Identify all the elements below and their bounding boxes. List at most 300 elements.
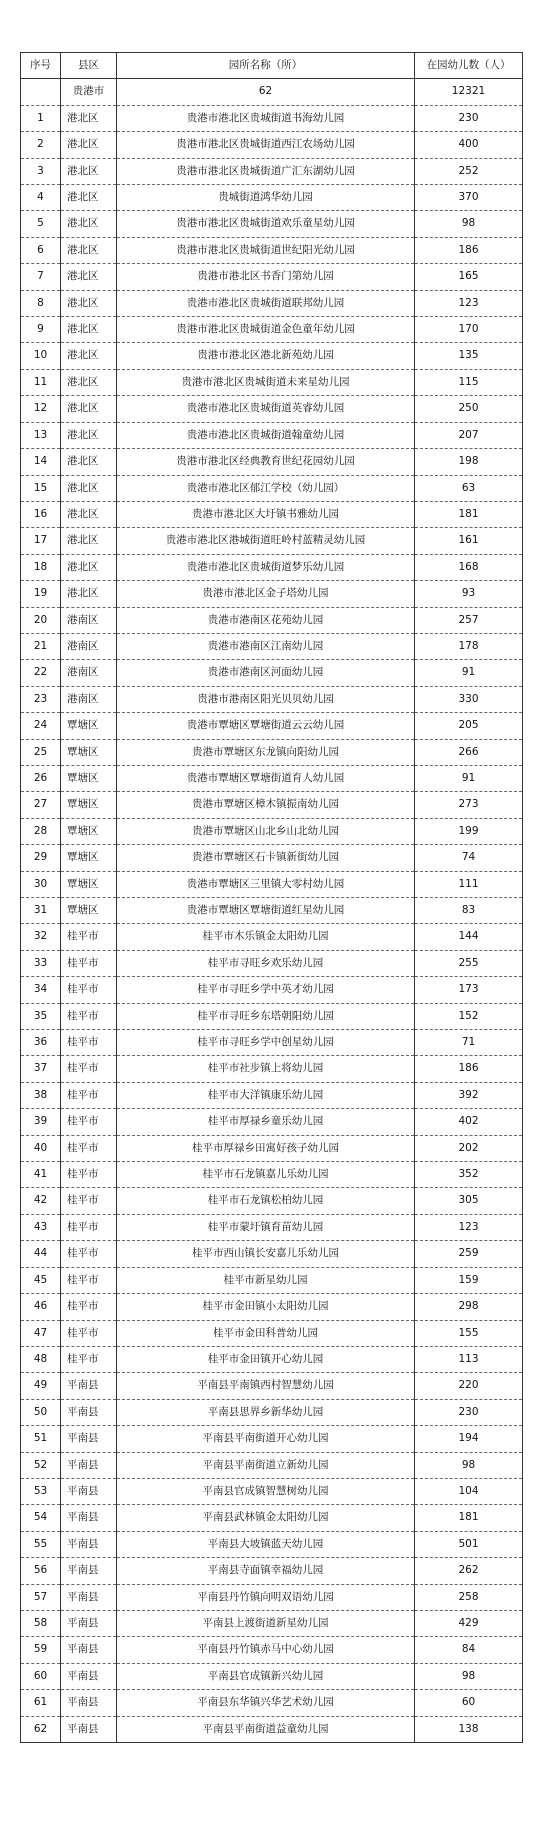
row-no: 55 xyxy=(21,1531,61,1557)
row-count: 199 xyxy=(415,818,523,844)
table-row xyxy=(21,369,523,395)
row-count: 178 xyxy=(415,633,523,659)
row-no: 8 xyxy=(21,290,61,316)
table-row xyxy=(21,211,523,237)
row-name: 贵港市港北区贵城街道英睿幼儿园 xyxy=(117,396,415,422)
row-count: 152 xyxy=(415,1003,523,1029)
row-no: 58 xyxy=(21,1610,61,1636)
row-region: 港北区 xyxy=(61,396,117,422)
table-row xyxy=(21,1558,523,1584)
row-name: 贵港市港北区贵城街道未来星幼儿园 xyxy=(117,369,415,395)
row-name: 桂平市寻旺乡欢乐幼儿园 xyxy=(117,950,415,976)
row-name: 贵港市港北区金子塔幼儿园 xyxy=(117,581,415,607)
row-region: 覃塘区 xyxy=(61,739,117,765)
header-name: 园所名称（所） xyxy=(117,53,415,79)
table-row xyxy=(21,1003,523,1029)
row-name: 桂平市石龙镇嘉儿乐幼儿园 xyxy=(117,1162,415,1188)
row-region: 平南县 xyxy=(61,1584,117,1610)
row-count: 298 xyxy=(415,1294,523,1320)
row-name: 贵港市港北区贵城街道世纪阳光幼儿园 xyxy=(117,237,415,263)
row-region: 桂平市 xyxy=(61,1135,117,1161)
row-count: 84 xyxy=(415,1637,523,1663)
row-name: 平南县武林镇金太阳幼儿园 xyxy=(117,1505,415,1531)
row-count: 250 xyxy=(415,396,523,422)
row-no: 25 xyxy=(21,739,61,765)
row-no: 62 xyxy=(21,1716,61,1742)
table-row xyxy=(21,343,523,369)
table-row xyxy=(21,1610,523,1636)
row-no: 60 xyxy=(21,1663,61,1689)
row-region: 桂平市 xyxy=(61,1241,117,1267)
table-row xyxy=(21,185,523,211)
row-no: 48 xyxy=(21,1346,61,1372)
row-no: 13 xyxy=(21,422,61,448)
table-row xyxy=(21,132,523,158)
row-count: 392 xyxy=(415,1082,523,1108)
row-name: 平南县丹竹镇向明双语幼儿园 xyxy=(117,1584,415,1610)
table-row xyxy=(21,1690,523,1716)
row-region: 港北区 xyxy=(61,105,117,131)
row-count: 207 xyxy=(415,422,523,448)
row-no: 32 xyxy=(21,924,61,950)
row-region: 平南县 xyxy=(61,1452,117,1478)
row-name: 平南县官成镇智慧树幼儿园 xyxy=(117,1478,415,1504)
row-region: 港北区 xyxy=(61,501,117,527)
row-count: 83 xyxy=(415,898,523,924)
table-row xyxy=(21,660,523,686)
row-count: 159 xyxy=(415,1267,523,1293)
table-row xyxy=(21,1505,523,1531)
row-name: 平南县平南街道开心幼儿园 xyxy=(117,1426,415,1452)
table-row xyxy=(21,290,523,316)
row-count: 138 xyxy=(415,1716,523,1742)
row-region: 港南区 xyxy=(61,660,117,686)
row-region: 桂平市 xyxy=(61,1162,117,1188)
row-no: 14 xyxy=(21,449,61,475)
row-no: 49 xyxy=(21,1373,61,1399)
table-row xyxy=(21,1478,523,1504)
row-region: 桂平市 xyxy=(61,1082,117,1108)
row-name: 桂平市金田镇小太阳幼儿园 xyxy=(117,1294,415,1320)
row-name: 贵港市港北区大圩镇书雅幼儿园 xyxy=(117,501,415,527)
row-region: 覃塘区 xyxy=(61,792,117,818)
table-row xyxy=(21,581,523,607)
table-row xyxy=(21,528,523,554)
table-row xyxy=(21,1267,523,1293)
row-count: 91 xyxy=(415,660,523,686)
row-no: 34 xyxy=(21,977,61,1003)
row-count: 104 xyxy=(415,1478,523,1504)
row-no: 43 xyxy=(21,1214,61,1240)
row-no: 35 xyxy=(21,1003,61,1029)
row-no: 11 xyxy=(21,369,61,395)
row-count: 181 xyxy=(415,1505,523,1531)
row-no: 24 xyxy=(21,713,61,739)
row-name: 平南县上渡街道新星幼儿园 xyxy=(117,1610,415,1636)
row-no: 1 xyxy=(21,105,61,131)
table-row xyxy=(21,396,523,422)
row-no: 17 xyxy=(21,528,61,554)
row-region: 桂平市 xyxy=(61,1188,117,1214)
row-name: 桂平市社步镇上将幼儿园 xyxy=(117,1056,415,1082)
row-no: 3 xyxy=(21,158,61,184)
row-region: 港南区 xyxy=(61,633,117,659)
row-count: 259 xyxy=(415,1241,523,1267)
row-count: 205 xyxy=(415,713,523,739)
table-row xyxy=(21,1241,523,1267)
row-no: 51 xyxy=(21,1426,61,1452)
row-region: 平南县 xyxy=(61,1373,117,1399)
row-count: 123 xyxy=(415,290,523,316)
row-name: 桂平市西山镇长安嘉儿乐幼儿园 xyxy=(117,1241,415,1267)
row-region: 港北区 xyxy=(61,554,117,580)
row-region: 港北区 xyxy=(61,369,117,395)
row-no: 53 xyxy=(21,1478,61,1504)
row-name: 贵港市港南区花苑幼儿园 xyxy=(117,607,415,633)
row-name: 贵港市港北区贵城街道梦乐幼儿园 xyxy=(117,554,415,580)
row-name: 贵港市港南区江南幼儿园 xyxy=(117,633,415,659)
row-region: 平南县 xyxy=(61,1558,117,1584)
row-no: 29 xyxy=(21,845,61,871)
row-count: 91 xyxy=(415,765,523,791)
table-row xyxy=(21,554,523,580)
row-name: 贵港市覃塘区三里镇大零村幼儿园 xyxy=(117,871,415,897)
row-region: 桂平市 xyxy=(61,977,117,1003)
row-region: 覃塘区 xyxy=(61,871,117,897)
row-name: 贵港市覃塘区覃塘街道云云幼儿园 xyxy=(117,713,415,739)
table-row xyxy=(21,1426,523,1452)
row-no: 59 xyxy=(21,1637,61,1663)
total-region: 贵港市 xyxy=(61,79,117,105)
row-name: 桂平市木乐镇金太阳幼儿园 xyxy=(117,924,415,950)
row-count: 352 xyxy=(415,1162,523,1188)
row-no: 52 xyxy=(21,1452,61,1478)
row-name: 贵港市港北区贵城街道西江农场幼儿园 xyxy=(117,132,415,158)
row-count: 123 xyxy=(415,1214,523,1240)
row-count: 63 xyxy=(415,475,523,501)
row-no: 23 xyxy=(21,686,61,712)
row-name: 贵港市覃塘区覃塘街道育人幼儿园 xyxy=(117,765,415,791)
table-row xyxy=(21,739,523,765)
row-count: 262 xyxy=(415,1558,523,1584)
table-row xyxy=(21,633,523,659)
row-no: 42 xyxy=(21,1188,61,1214)
table-row xyxy=(21,1188,523,1214)
row-region: 港北区 xyxy=(61,422,117,448)
table-row xyxy=(21,686,523,712)
row-name: 贵港市港南区河面幼儿园 xyxy=(117,660,415,686)
kindergarten-table-container xyxy=(20,52,522,1743)
row-count: 257 xyxy=(415,607,523,633)
row-count: 220 xyxy=(415,1373,523,1399)
row-region: 覃塘区 xyxy=(61,765,117,791)
row-region: 桂平市 xyxy=(61,1056,117,1082)
row-no: 41 xyxy=(21,1162,61,1188)
row-name: 贵港市港北区贵城街道联邦幼儿园 xyxy=(117,290,415,316)
row-no: 5 xyxy=(21,211,61,237)
table-row xyxy=(21,1109,523,1135)
row-count: 198 xyxy=(415,449,523,475)
table-row xyxy=(21,1637,523,1663)
row-no: 15 xyxy=(21,475,61,501)
row-name: 平南县平南镇西村智慧幼儿园 xyxy=(117,1373,415,1399)
row-count: 60 xyxy=(415,1690,523,1716)
table-row xyxy=(21,765,523,791)
row-region: 港北区 xyxy=(61,475,117,501)
row-region: 港北区 xyxy=(61,211,117,237)
row-name: 贵港市港北区书香门第幼儿园 xyxy=(117,264,415,290)
row-no: 10 xyxy=(21,343,61,369)
row-no: 30 xyxy=(21,871,61,897)
row-count: 71 xyxy=(415,1030,523,1056)
row-count: 273 xyxy=(415,792,523,818)
row-name: 贵港市覃塘区樟木镇振南幼儿园 xyxy=(117,792,415,818)
row-count: 305 xyxy=(415,1188,523,1214)
row-region: 平南县 xyxy=(61,1637,117,1663)
row-count: 155 xyxy=(415,1320,523,1346)
row-name: 贵港市港北区港城街道旺岭村蓝精灵幼儿园 xyxy=(117,528,415,554)
row-no: 50 xyxy=(21,1399,61,1425)
row-region: 桂平市 xyxy=(61,1320,117,1346)
row-region: 平南县 xyxy=(61,1610,117,1636)
row-no: 37 xyxy=(21,1056,61,1082)
row-no: 39 xyxy=(21,1109,61,1135)
row-region: 港北区 xyxy=(61,264,117,290)
row-name: 贵港市港北区贵城街道金色童年幼儿园 xyxy=(117,317,415,343)
row-name: 平南县官成镇新兴幼儿园 xyxy=(117,1663,415,1689)
table-row xyxy=(21,1294,523,1320)
row-no: 56 xyxy=(21,1558,61,1584)
table-row xyxy=(21,1531,523,1557)
row-region: 桂平市 xyxy=(61,1346,117,1372)
row-name: 桂平市金田科普幼儿园 xyxy=(117,1320,415,1346)
row-name: 贵港市港北区贵城街道欢乐童星幼儿园 xyxy=(117,211,415,237)
row-no: 2 xyxy=(21,132,61,158)
table-row xyxy=(21,1373,523,1399)
row-no: 20 xyxy=(21,607,61,633)
row-count: 144 xyxy=(415,924,523,950)
row-name: 平南县丹竹镇赤马中心幼儿园 xyxy=(117,1637,415,1663)
row-count: 93 xyxy=(415,581,523,607)
row-region: 覃塘区 xyxy=(61,845,117,871)
row-count: 168 xyxy=(415,554,523,580)
row-count: 113 xyxy=(415,1346,523,1372)
table-row xyxy=(21,317,523,343)
table-row xyxy=(21,1663,523,1689)
row-name: 平南县东华镇兴华艺术幼儿园 xyxy=(117,1690,415,1716)
row-name: 桂平市厚禄乡童乐幼儿园 xyxy=(117,1109,415,1135)
table-row xyxy=(21,237,523,263)
row-name: 桂平市寻旺乡东塔朝阳幼儿园 xyxy=(117,1003,415,1029)
row-count: 230 xyxy=(415,1399,523,1425)
row-region: 平南县 xyxy=(61,1426,117,1452)
row-name: 贵港市港北区港北新苑幼儿园 xyxy=(117,343,415,369)
row-region: 港北区 xyxy=(61,343,117,369)
row-name: 贵港市港北区贵城街道翰童幼儿园 xyxy=(117,422,415,448)
row-no: 12 xyxy=(21,396,61,422)
row-name: 桂平市蒙圩镇育苗幼儿园 xyxy=(117,1214,415,1240)
row-region: 平南县 xyxy=(61,1399,117,1425)
row-no: 26 xyxy=(21,765,61,791)
row-count: 98 xyxy=(415,211,523,237)
row-region: 港北区 xyxy=(61,449,117,475)
row-region: 港北区 xyxy=(61,158,117,184)
row-no: 57 xyxy=(21,1584,61,1610)
row-region: 港南区 xyxy=(61,686,117,712)
table-row xyxy=(21,422,523,448)
row-count: 165 xyxy=(415,264,523,290)
table-row xyxy=(21,871,523,897)
row-region: 港北区 xyxy=(61,317,117,343)
row-count: 170 xyxy=(415,317,523,343)
row-region: 桂平市 xyxy=(61,950,117,976)
row-region: 平南县 xyxy=(61,1716,117,1742)
row-count: 402 xyxy=(415,1109,523,1135)
row-name: 贵港市港北区郁江学校（幼儿园） xyxy=(117,475,415,501)
row-count: 173 xyxy=(415,977,523,1003)
row-count: 194 xyxy=(415,1426,523,1452)
row-region: 港北区 xyxy=(61,237,117,263)
row-region: 平南县 xyxy=(61,1531,117,1557)
row-count: 266 xyxy=(415,739,523,765)
row-region: 桂平市 xyxy=(61,1214,117,1240)
table-row xyxy=(21,501,523,527)
row-name: 桂平市新星幼儿园 xyxy=(117,1267,415,1293)
row-count: 258 xyxy=(415,1584,523,1610)
row-no: 36 xyxy=(21,1030,61,1056)
row-region: 覃塘区 xyxy=(61,713,117,739)
row-name: 贵港市港北区贵城街道书海幼儿园 xyxy=(117,105,415,131)
row-count: 115 xyxy=(415,369,523,395)
header-region: 县区 xyxy=(61,53,117,79)
table-row xyxy=(21,1056,523,1082)
total-count: 12321 xyxy=(415,79,523,105)
row-no: 18 xyxy=(21,554,61,580)
row-no: 22 xyxy=(21,660,61,686)
table-row xyxy=(21,1452,523,1478)
table-row xyxy=(21,713,523,739)
table-row xyxy=(21,898,523,924)
row-no: 61 xyxy=(21,1690,61,1716)
header-row xyxy=(21,53,523,79)
row-region: 平南县 xyxy=(61,1690,117,1716)
row-region: 桂平市 xyxy=(61,1109,117,1135)
row-no: 6 xyxy=(21,237,61,263)
row-name: 桂平市大洋镇康乐幼儿园 xyxy=(117,1082,415,1108)
row-name: 贵港市覃塘区山北乡山北幼儿园 xyxy=(117,818,415,844)
row-no: 27 xyxy=(21,792,61,818)
row-region: 港北区 xyxy=(61,185,117,211)
row-no: 28 xyxy=(21,818,61,844)
row-no: 38 xyxy=(21,1082,61,1108)
row-count: 186 xyxy=(415,237,523,263)
table-row xyxy=(21,792,523,818)
table-row xyxy=(21,607,523,633)
row-count: 330 xyxy=(415,686,523,712)
row-name: 平南县大坡镇蓝天幼儿园 xyxy=(117,1531,415,1557)
row-count: 255 xyxy=(415,950,523,976)
row-no: 21 xyxy=(21,633,61,659)
row-count: 111 xyxy=(415,871,523,897)
kindergarten-table xyxy=(20,52,523,1743)
row-count: 230 xyxy=(415,105,523,131)
table-row xyxy=(21,1399,523,1425)
row-name: 桂平市寻旺乡学中英才幼儿园 xyxy=(117,977,415,1003)
table-row xyxy=(21,449,523,475)
table-row xyxy=(21,1214,523,1240)
table-row xyxy=(21,1030,523,1056)
row-name: 桂平市寻旺乡学中创星幼儿园 xyxy=(117,1030,415,1056)
table-row xyxy=(21,1162,523,1188)
row-name: 贵港市港北区经典教育世纪花园幼儿园 xyxy=(117,449,415,475)
row-region: 港北区 xyxy=(61,132,117,158)
row-name: 平南县思界乡新华幼儿园 xyxy=(117,1399,415,1425)
row-no: 19 xyxy=(21,581,61,607)
total-row xyxy=(21,79,523,105)
table-row xyxy=(21,924,523,950)
table-row xyxy=(21,475,523,501)
row-region: 桂平市 xyxy=(61,924,117,950)
total-no xyxy=(21,79,61,105)
table-row xyxy=(21,845,523,871)
row-region: 港南区 xyxy=(61,607,117,633)
row-count: 202 xyxy=(415,1135,523,1161)
table-row xyxy=(21,1135,523,1161)
row-count: 252 xyxy=(415,158,523,184)
total-name: 62 xyxy=(117,79,415,105)
row-region: 港北区 xyxy=(61,581,117,607)
row-region: 覃塘区 xyxy=(61,898,117,924)
row-count: 74 xyxy=(415,845,523,871)
row-name: 桂平市厚禄乡田寓好孩子幼儿园 xyxy=(117,1135,415,1161)
row-count: 186 xyxy=(415,1056,523,1082)
row-count: 429 xyxy=(415,1610,523,1636)
row-count: 501 xyxy=(415,1531,523,1557)
row-no: 31 xyxy=(21,898,61,924)
row-name: 贵港市覃塘区东龙镇向阳幼儿园 xyxy=(117,739,415,765)
table-row xyxy=(21,1716,523,1742)
row-region: 平南县 xyxy=(61,1505,117,1531)
row-count: 135 xyxy=(415,343,523,369)
row-region: 桂平市 xyxy=(61,1030,117,1056)
table-row xyxy=(21,1082,523,1108)
row-region: 平南县 xyxy=(61,1663,117,1689)
row-no: 45 xyxy=(21,1267,61,1293)
row-name: 贵港市覃塘区石卡镇新街幼儿园 xyxy=(117,845,415,871)
row-region: 桂平市 xyxy=(61,1267,117,1293)
table-row xyxy=(21,158,523,184)
table-row xyxy=(21,950,523,976)
row-no: 40 xyxy=(21,1135,61,1161)
row-region: 港北区 xyxy=(61,528,117,554)
row-name: 平南县平南街道益童幼儿园 xyxy=(117,1716,415,1742)
row-count: 161 xyxy=(415,528,523,554)
table-row xyxy=(21,264,523,290)
header-no: 序号 xyxy=(21,53,61,79)
row-count: 98 xyxy=(415,1663,523,1689)
row-count: 400 xyxy=(415,132,523,158)
row-name: 平南县寺面镇幸福幼儿园 xyxy=(117,1558,415,1584)
row-region: 覃塘区 xyxy=(61,818,117,844)
row-no: 46 xyxy=(21,1294,61,1320)
table-row xyxy=(21,105,523,131)
row-no: 54 xyxy=(21,1505,61,1531)
row-name: 贵城街道鸿华幼儿园 xyxy=(117,185,415,211)
header-count: 在园幼儿数（人） xyxy=(415,53,523,79)
table-row xyxy=(21,1584,523,1610)
row-no: 47 xyxy=(21,1320,61,1346)
table-row xyxy=(21,1320,523,1346)
